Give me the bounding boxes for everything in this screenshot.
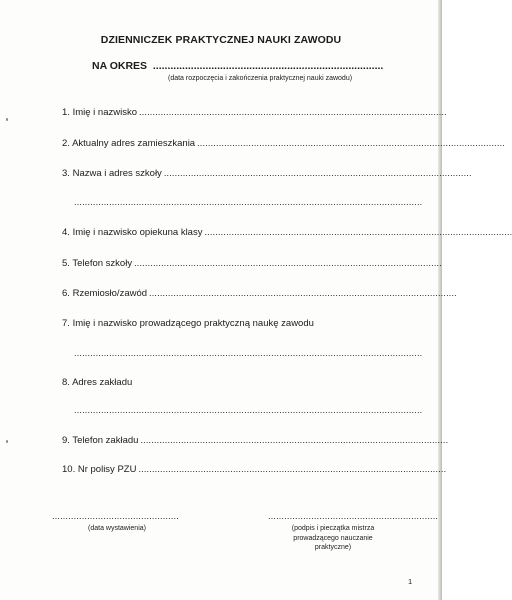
page-number: 1 [408, 577, 413, 586]
field-class-teacher [62, 227, 512, 238]
fill-in-dots-continuation: ................................................................................................................................. [74, 197, 423, 207]
field-label: 8. Adres zakładu [62, 377, 133, 388]
fill-in-dots: .................................................................................................................. [134, 258, 442, 268]
fill-in-dots: .................................................................................................................. [163, 168, 472, 178]
field-label: 7. Imię i nazwisko prowadzącego praktyczną naukę zawodu [62, 318, 314, 329]
master-signature-dots: ............................................................... [268, 511, 439, 521]
page-edge-shadow [438, 0, 442, 600]
field-school [62, 168, 472, 179]
field-name [62, 107, 447, 118]
field-insurance [62, 464, 447, 475]
fill-in-dots: .................................................................................................................. [149, 288, 457, 298]
period-dots: ............................................................................... [149, 60, 384, 72]
field-label: 9. Telefon zakładu [62, 435, 139, 446]
fill-in-dots: .................................................................................................................. [138, 464, 447, 474]
period-hint: (data rozpoczęcia i zakończenia praktycznej nauki zawodu) [168, 75, 353, 82]
fill-in-dots-continuation: ................................................................................................................................. [74, 405, 423, 415]
period-label: NA OKRES [92, 60, 148, 72]
field-label: 1. Imię i nazwisko [62, 107, 137, 118]
master-caption-line: praktyczne) [314, 544, 352, 551]
field-label: 3. Nazwa i adres szkoły [62, 168, 162, 179]
field-label: 10. Nr polisy PZU [62, 464, 137, 475]
field-address [62, 138, 505, 149]
date-caption: (data wystawienia) [88, 525, 146, 532]
margin-dot [6, 440, 8, 443]
master-caption-line: prowadzącego nauczanie [293, 534, 373, 542]
field-label: 2. Aktualny adres zamieszkania [62, 138, 196, 149]
master-caption [258, 524, 408, 553]
fill-in-dots-continuation: ................................................................................................................................. [74, 348, 423, 358]
document-title: DZIENNICZEK PRAKTYCZNEJ NAUKI ZAWODU [100, 34, 342, 46]
fill-in-dots: .................................................................................................................. [197, 138, 505, 148]
field-label: 6. Rzemiosło/zawód [62, 288, 148, 299]
field-instructor [62, 318, 410, 329]
margin-dot [6, 118, 8, 121]
master-caption-line: (podpis i pieczątka mistrza [291, 525, 375, 532]
fill-in-dots: .................................................................................................................. [140, 435, 449, 445]
field-workplace-phone [62, 435, 449, 446]
field-trade [62, 288, 457, 299]
date-signature-dots: ............................................... [52, 511, 179, 521]
fill-in-dots: .................................................................................................................. [204, 227, 512, 237]
field-workplace-address [62, 377, 410, 388]
field-label: 5. Telefon szkoły [62, 258, 133, 269]
field-school-phone [62, 258, 442, 269]
fill-in-dots: .................................................................................................................. [139, 107, 447, 117]
period-line [92, 60, 392, 72]
field-label: 4. Imię i nazwisko opiekuna klasy [62, 227, 203, 238]
